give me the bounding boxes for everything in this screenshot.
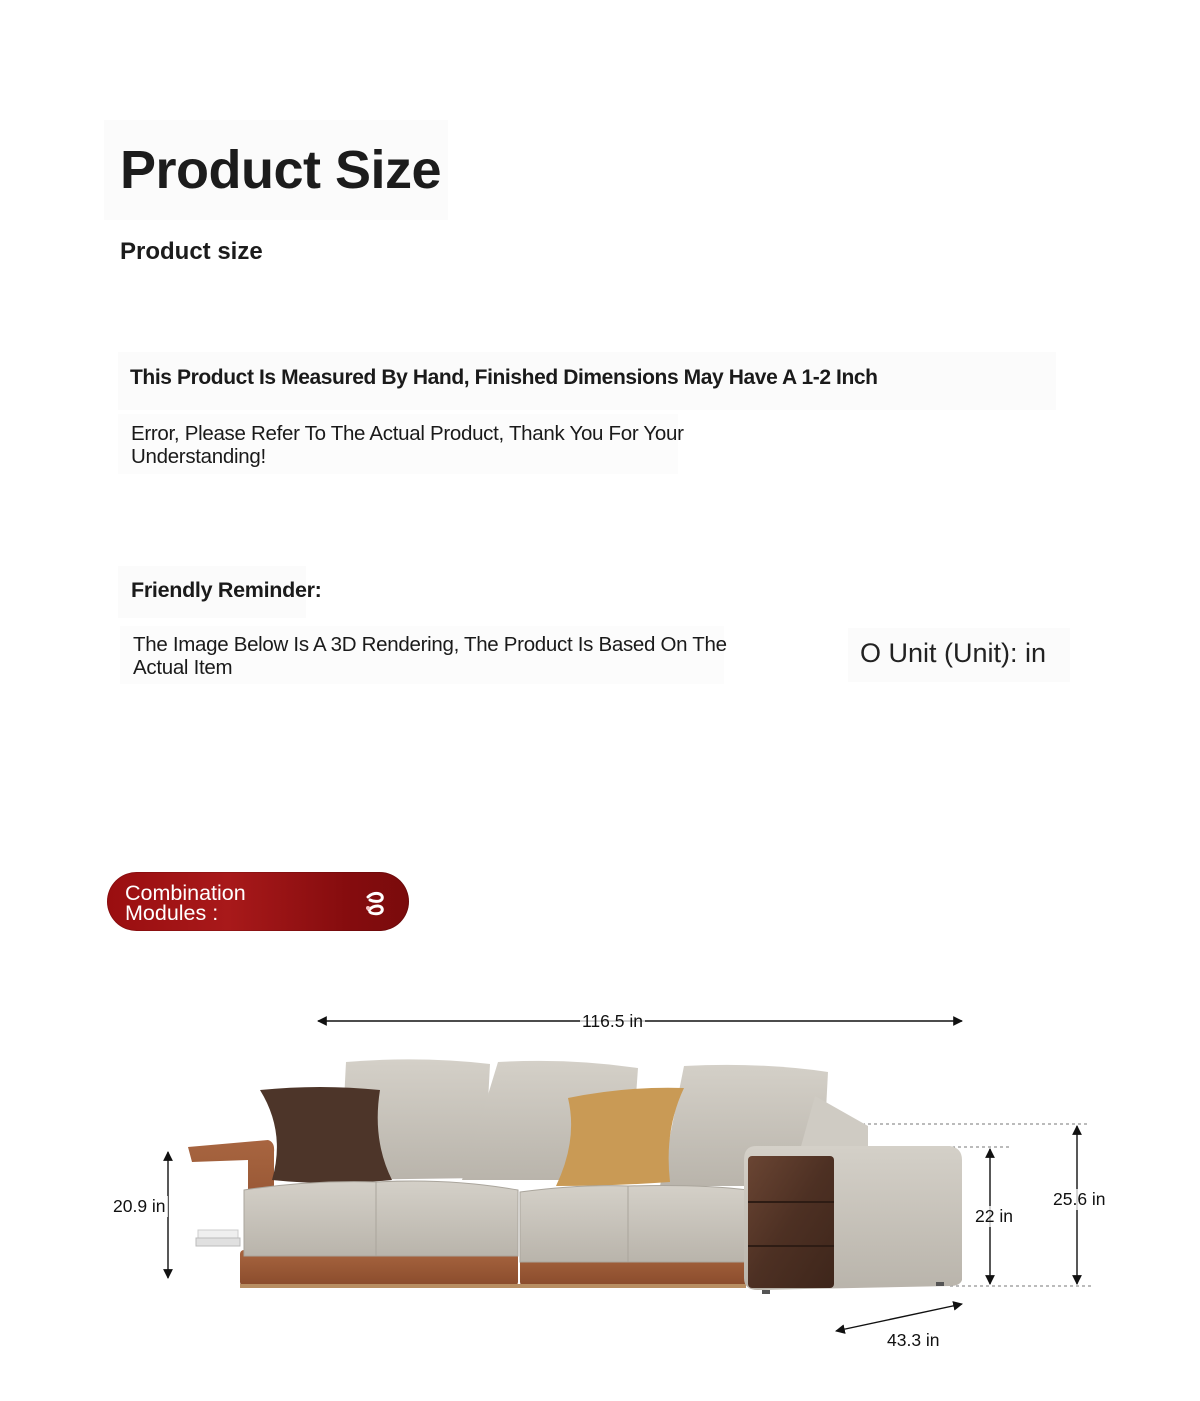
arm-height-label: 20.9 in [113, 1196, 166, 1216]
seat-cushion-4 [628, 1186, 748, 1263]
seat-cushion-3 [520, 1186, 628, 1262]
books [198, 1230, 238, 1238]
back-height-label: 25.6 in [1053, 1189, 1106, 1209]
unit-label: O Unit (Unit): in [860, 638, 1047, 668]
render-note: The Image Below Is A 3D Rendering, The Product Is Based On The Actual Item [133, 633, 727, 679]
depth-label: 43.3 in [887, 1330, 940, 1350]
walnut-drawers [748, 1156, 834, 1288]
seat-height-label: 22 in [975, 1206, 1013, 1226]
page-title: Product Size [120, 140, 442, 200]
width-label: 116.5 in [582, 1011, 643, 1031]
notice-line-2: Error, Please Refer To The Actual Product, Thank You For Your Understanding! [131, 422, 684, 468]
depth-arrow [836, 1304, 962, 1331]
pillow-dark [260, 1087, 392, 1183]
pillow-gold [556, 1088, 684, 1186]
page-subtitle: Product size [120, 238, 263, 265]
seat-cushion-1 [244, 1182, 376, 1256]
reminder-label: Friendly Reminder: [131, 578, 322, 602]
seat-cushion-2 [376, 1181, 518, 1256]
combination-modules-label: Combination Modules : [125, 881, 246, 925]
notice-line-1: This Product Is Measured By Hand, Finished Dimensions May Have A 1-2 Inch [130, 366, 878, 389]
